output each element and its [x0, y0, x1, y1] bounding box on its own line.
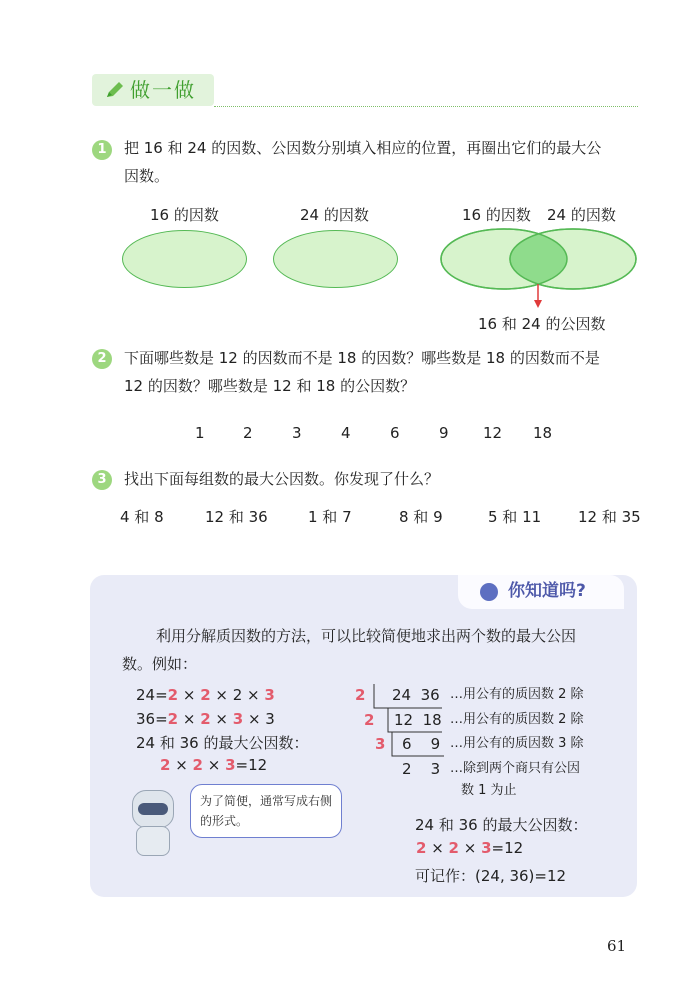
robot-visor [138, 803, 168, 815]
q3-text: 找出下面每组数的最大公因数。你发现了什么？ [124, 470, 440, 488]
number-item: 18 [533, 424, 553, 442]
division-note: …用公有的质因数 2 除 [450, 712, 584, 727]
q2-text-line1: 下面哪些数是 12 的因数而不是 18 的因数？哪些数是 18 的因数而不是 [124, 349, 600, 367]
dividend-row: 12 18 [394, 711, 442, 729]
info-tag-title: 你知道吗? [508, 581, 586, 601]
division-note-final: …除到两个商只有公因 [450, 761, 581, 776]
q1-text-line1: 把 16 和 24 的因数、公因数分别填入相应的位置，再圈出它们的最大公 [124, 139, 602, 157]
pair-item: 1 和 7 [308, 508, 352, 526]
label-venn-24: 24 的因数 [547, 206, 616, 224]
gcd-label-right: 24 和 36 的最大公因数： [415, 816, 588, 834]
number-list [0, 424, 696, 448]
pair-list [0, 506, 696, 530]
q2-text-line2: 12 的因数？哪些数是 12 和 18 的公因数？ [124, 377, 416, 395]
divisor: 2 [364, 711, 375, 729]
number-item: 3 [292, 424, 302, 442]
label-common-factors: 16 和 24 的公因数 [478, 315, 606, 333]
gcd-expression-left: 2 × 2 × 3=12 [160, 756, 268, 774]
ellipse-factors-24[interactable] [273, 230, 398, 288]
division-note: …用公有的质因数 3 除 [450, 736, 584, 751]
q1-text-line2: 因数。 [124, 167, 170, 185]
number-item: 6 [390, 424, 400, 442]
factorization-36: 36=2 × 2 × 3 × 3 [136, 710, 275, 728]
section-title: 做一做 [130, 78, 196, 102]
division-note: …用公有的质因数 2 除 [450, 687, 584, 702]
divisor: 2 [355, 686, 366, 704]
division-note-final-line2: 数 1 为止 [461, 783, 517, 798]
pair-item: 8 和 9 [399, 508, 443, 526]
speech-bubble-text: 为了简便，通常写成右侧的形式。 [200, 794, 333, 828]
number-item: 1 [195, 424, 205, 442]
number-item: 2 [243, 424, 253, 442]
info-intro-line1: 利用分解质因数的方法，可以比较简便地求出两个数的最大公因 [156, 627, 577, 645]
question-number-2: 2 [92, 349, 112, 369]
page-number: 61 [607, 937, 627, 955]
label-factors-24: 24 的因数 [300, 206, 369, 224]
number-item: 12 [483, 424, 503, 442]
header-divider [214, 106, 638, 107]
pair-item: 4 和 8 [120, 508, 164, 526]
number-item: 9 [439, 424, 449, 442]
factorization-24: 24=2 × 2 × 2 × 3 [136, 686, 275, 704]
question-number-1: 1 [92, 140, 112, 160]
venn-diagram [438, 226, 640, 316]
pencil-icon [104, 80, 126, 100]
pair-item: 12 和 36 [205, 508, 268, 526]
quotient-row: 2 3 [402, 760, 441, 778]
info-intro-line2: 数。例如： [122, 655, 198, 673]
pair-item: 12 和 35 [578, 508, 641, 526]
label-factors-16: 16 的因数 [150, 206, 219, 224]
pair-item: 5 和 11 [488, 508, 542, 526]
label-venn-16: 16 的因数 [462, 206, 531, 224]
question-number-3: 3 [92, 470, 112, 490]
gcd-notation: 可记作：(24, 36)=12 [415, 867, 567, 885]
gcd-label-left: 24 和 36 的最大公因数： [136, 734, 309, 752]
dividend-row: 24 36 [392, 686, 440, 704]
dividend-row: 6 9 [402, 735, 441, 753]
divisor: 3 [375, 735, 386, 753]
ellipse-factors-16[interactable] [122, 230, 247, 288]
number-item: 4 [341, 424, 351, 442]
gcd-expression-right: 2 × 2 × 3=12 [416, 839, 524, 857]
chart-icon [480, 583, 498, 601]
robot-body [136, 826, 170, 856]
